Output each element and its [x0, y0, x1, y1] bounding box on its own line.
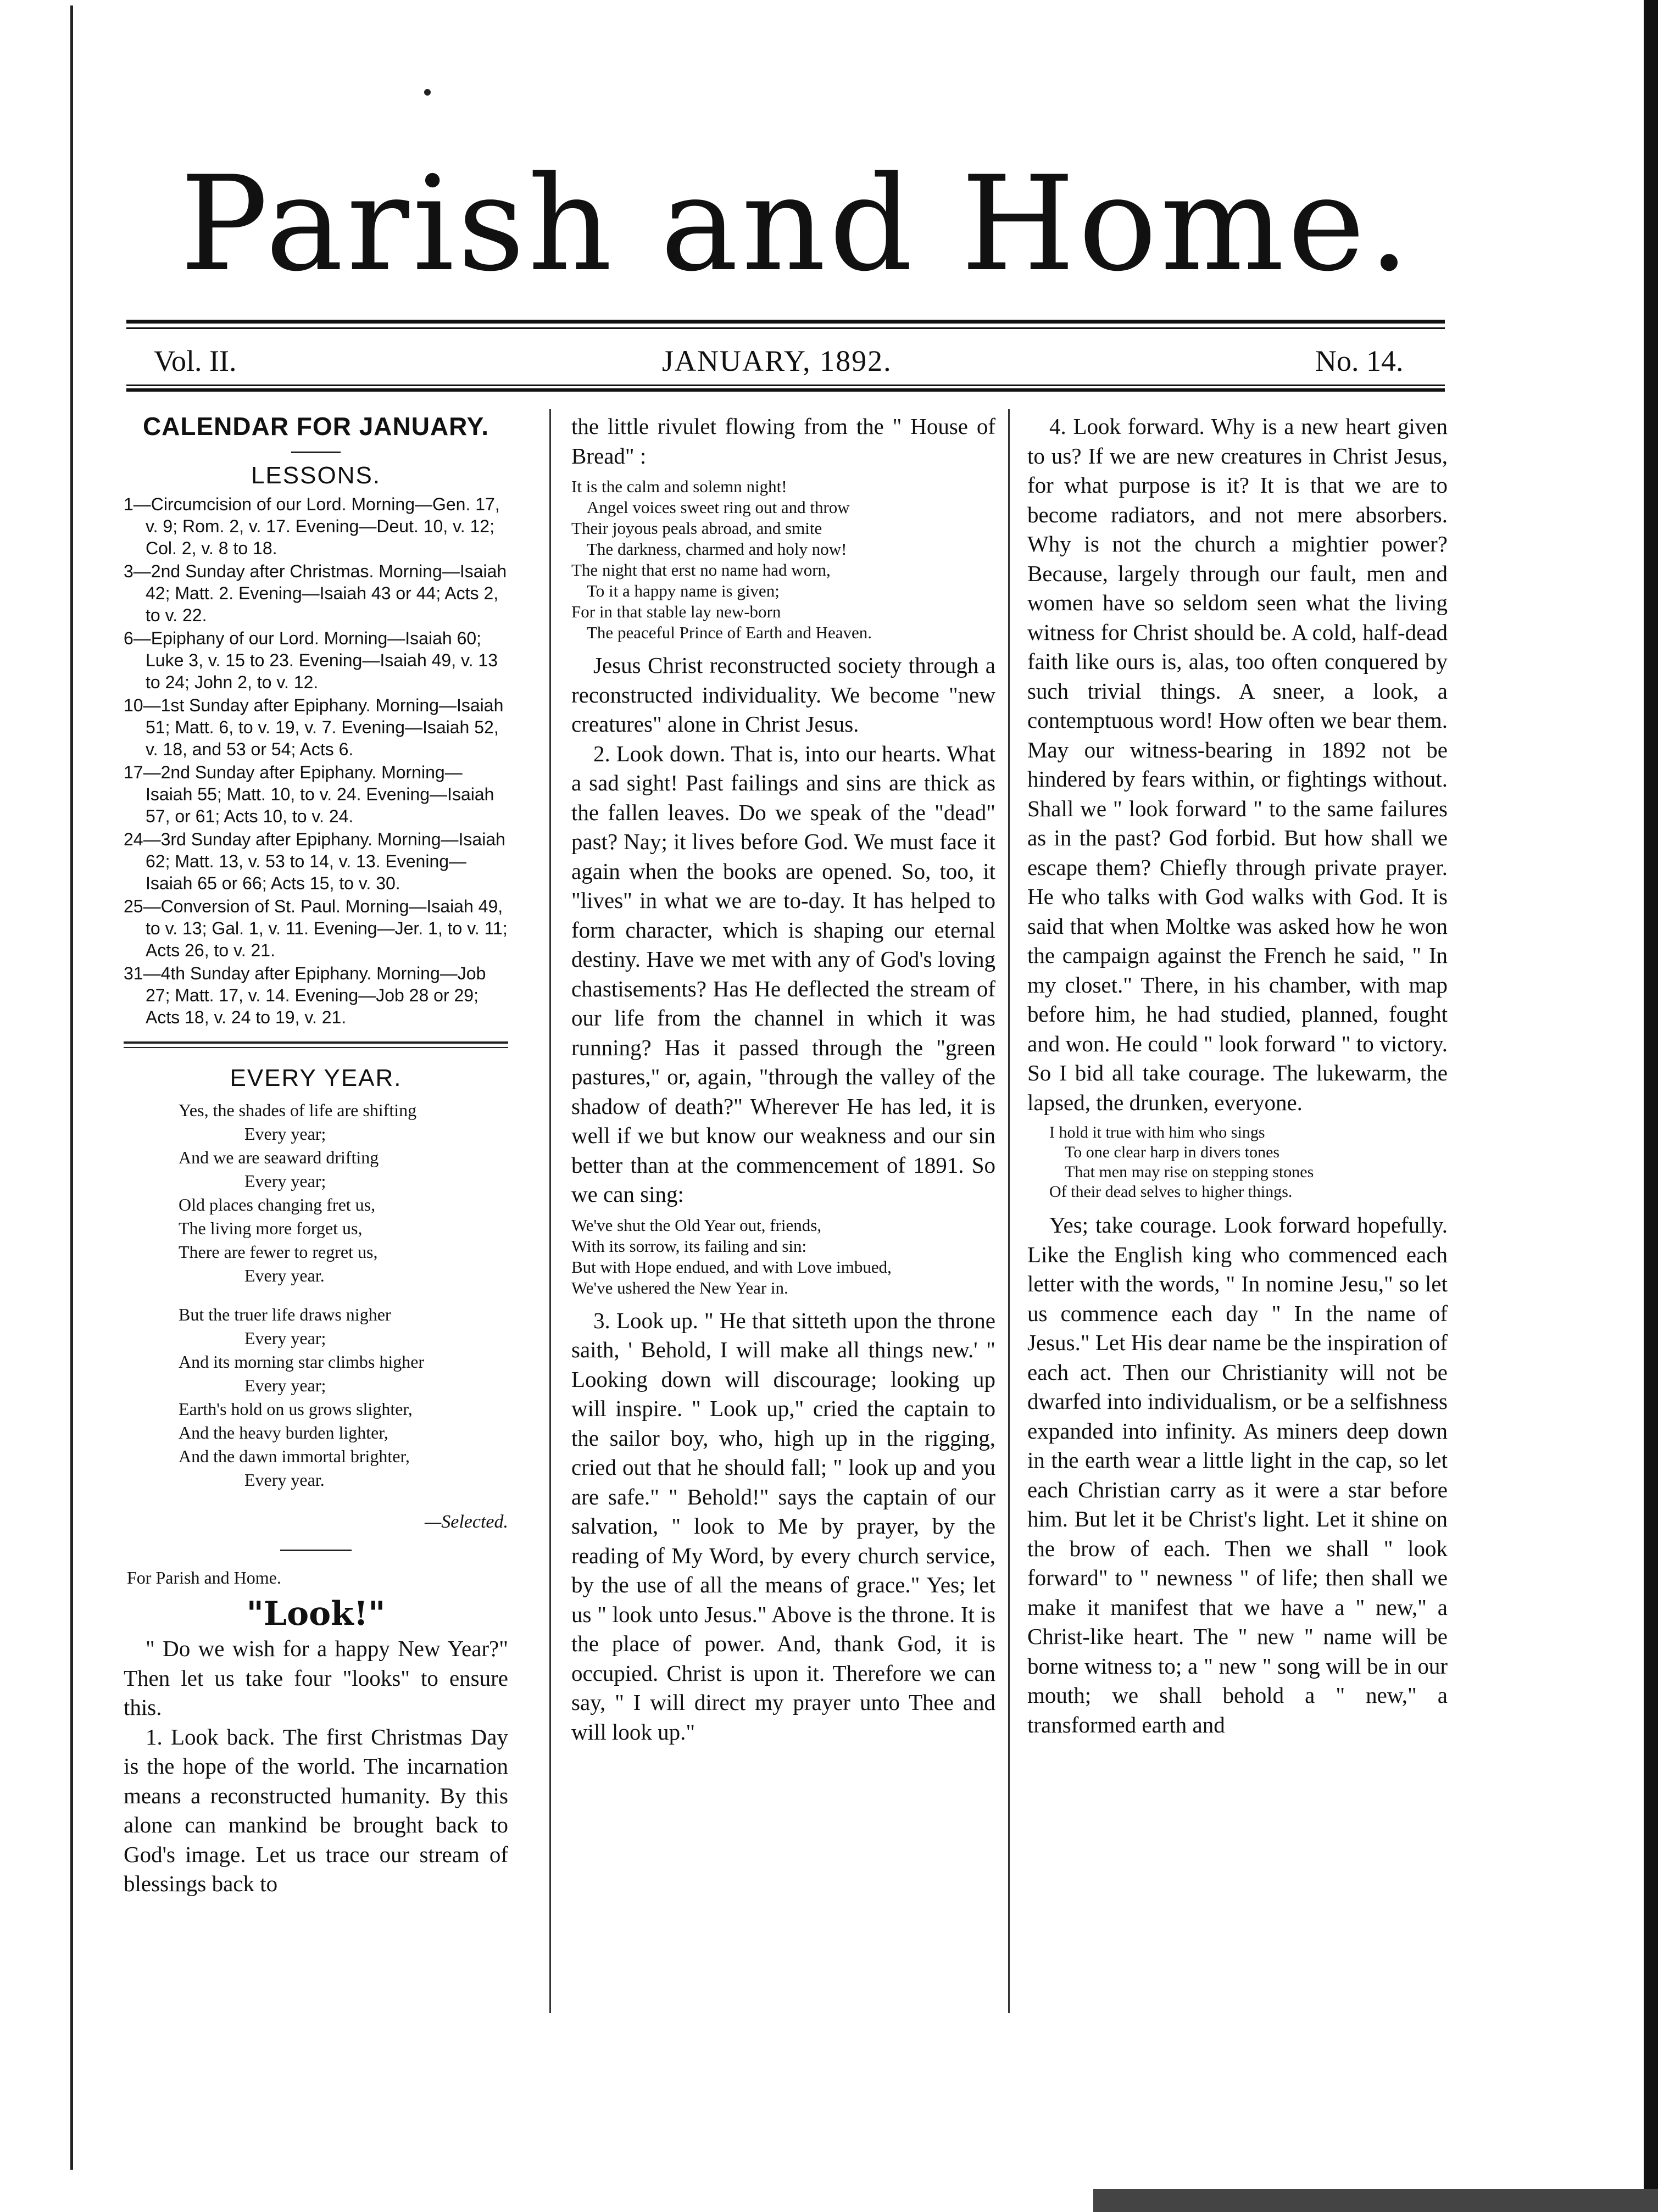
- poem-line: There are fewer to regret us,: [179, 1241, 378, 1262]
- poem-line: The living more forget us,: [179, 1218, 363, 1238]
- masthead-title: Parish and Home.: [180, 148, 1414, 300]
- poem-line: But the truer life draws nigher: [179, 1304, 391, 1324]
- quote-line: The darkness, charmed and holy now!: [587, 539, 847, 559]
- article-rule: [280, 1550, 352, 1551]
- masthead-rule-thin: [126, 327, 1445, 329]
- quote-line: With its sorrow, its failing and sin:: [571, 1236, 807, 1256]
- lesson-entry: 24—3rd Sunday after Epiphany. Morning—Isaiah 62; Matt. 13, v. 53 to 14, v. 13. Evening—Isaiah 65 or 66; Acts 15, to v. 30.: [124, 829, 505, 893]
- quote-line: For in that stable lay new-born: [571, 602, 781, 621]
- lesson-entry: 6—Epiphany of our Lord. Morning—Isaiah 60; Luke 3, v. 15 to 23. Evening—Isaiah 49, v. 13 to 24; John 2, to v. 12.: [124, 628, 498, 692]
- lesson-entry: 1—Circumcision of our Lord. Morning—Gen. 17, v. 9; Rom. 2, v. 17. Evening—Deut. 10, v. 12; Col. 2, v. 8 to 18.: [124, 494, 500, 558]
- hymn-quote: [571, 476, 995, 643]
- quote-line: I hold it true with him who sings: [1049, 1123, 1265, 1141]
- column-2: [571, 412, 995, 1747]
- header-rule-bottom-thick: [126, 388, 1445, 392]
- article-byline: For Parish and Home.: [127, 1568, 281, 1587]
- header-rule-bottom: [126, 385, 1445, 386]
- quote-line: Their joyous peals abroad, and smite: [571, 519, 822, 538]
- column-1: [124, 412, 508, 1899]
- article-paragraph: Jesus Christ reconstructed society through a reconstructed individuality. We become "new creatures" alone in Christ Jesus.: [571, 653, 995, 737]
- scan-right-edge: [1644, 0, 1658, 2212]
- poem-stanza-2: [179, 1303, 508, 1492]
- poem-line: And its morning star climbs higher: [179, 1351, 425, 1372]
- poem-title: EVERY YEAR.: [230, 1065, 402, 1091]
- issue-date: JANUARY, 1892.: [662, 344, 892, 377]
- lessons-heading: LESSONS.: [251, 461, 381, 489]
- quote-line: The peaceful Prince of Earth and Heaven.: [587, 623, 872, 642]
- issue-number: No. 14.: [1315, 344, 1404, 377]
- article-paragraph: 3. Look up. " He that sitteth upon the throne saith, ' Behold, I will make all things new.' " Looking down will discourage; looking up will inspire. " Look up," cried the captain to the sailor boy, who, high up in the rigging, cried out that he should fall; " look up and you are safe." " Behold!" says the captain of our salvation, " look to Me by prayer, by the reading of My Word, by every church service, by the use of all the means of grace." Yes; let us " look unto Jesus." Above is the throne. It is the place of power. And, thank God, it is occupied. Christ is upon it. Therefore we can say, " I will direct my prayer unto Thee and will look up.": [571, 1307, 995, 1745]
- new-year-quote: [571, 1215, 995, 1299]
- quote-line: That men may rise on stepping stones: [1065, 1163, 1314, 1181]
- quote-line: The night that erst no name had worn,: [571, 560, 831, 580]
- poem-line: And we are seaward drifting: [179, 1147, 379, 1167]
- quote-line: Angel voices sweet ring out and throw: [587, 498, 850, 517]
- poem-line: Every year;: [244, 1375, 326, 1395]
- quote-line: To it a happy name is given;: [587, 581, 780, 600]
- poem-stanza-1: [179, 1099, 508, 1288]
- scan-bottom-bar: [1093, 2189, 1658, 2212]
- masthead-rule-top: [126, 320, 1445, 324]
- poem-line: Earth's hold on us grows slighter,: [179, 1398, 413, 1419]
- poem-line: Every year;: [244, 1123, 326, 1144]
- column-3: [1027, 412, 1448, 1740]
- scan-dot: [424, 89, 431, 96]
- column-divider-2: [1008, 409, 1010, 2013]
- calendar-rule: [291, 452, 341, 453]
- poem-line: Yes, the shades of life are shifting: [179, 1100, 417, 1120]
- poem-attribution: —Selected.: [425, 1511, 508, 1532]
- quote-line: It is the calm and solemn night!: [571, 477, 787, 496]
- quote-line: To one clear harp in divers tones: [1065, 1143, 1280, 1161]
- lesson-entry: 3—2nd Sunday after Christmas. Morning—Isaiah 42; Matt. 2. Evening—Isaiah 43 or 44; Acts 2, to v. 22.: [124, 561, 507, 625]
- article-paragraph: 1. Look back. The first Christmas Day is the hope of the world. The incarnation means a reconstructed humanity. By this alone can mankind be brought back to God's image. Let us trace our stream of blessings back to: [124, 1724, 508, 1896]
- scan-gutter-line: [70, 5, 73, 2170]
- poem-line: Every year.: [244, 1265, 325, 1285]
- volume-label: Vol. II.: [154, 344, 237, 377]
- article-paragraph: 2. Look down. That is, into our hearts. What a sad sight! Past failings and sins are thick as the fallen leaves. Do we speak of the "dead" past? Nay; it lives before God. We must face it again when the books are opened. So, too, it "lives" in what we are to-day. It has helped to form character, which is shaping our eternal destiny. Have we met with any of God's loving chastisements? Has He deflected the stream of our life from the channel in which it was running? Has it passed through the "green pastures," or, again, "through the valley of the shadow of death?" Wherever He has led, it is well if we but know our weakness and our sin better than at the commencement of 1891. So we can sing:: [571, 740, 995, 1207]
- lesson-entry: 10—1st Sunday after Epiphany. Morning—Isaiah 51; Matt. 6, to v. 19, v. 7. Evening—Isaiah 52, v. 18, and 53 or 54; Acts 6.: [124, 695, 504, 759]
- calendar-title: CALENDAR FOR JANUARY.: [142, 412, 489, 441]
- column-divider-1: [549, 409, 551, 2013]
- poem-line: Every year;: [244, 1171, 326, 1191]
- poem-line: And the dawn immortal brighter,: [179, 1446, 410, 1466]
- lesson-entry: 25—Conversion of St. Paul. Morning—Isaiah 49, to v. 13; Gal. 1, v. 11. Evening—Jer. 1, to v. 11; Acts 26, to v. 21.: [124, 896, 508, 960]
- poem-line: Every year.: [244, 1469, 325, 1490]
- section-double-rule: [124, 1041, 508, 1048]
- poem-every-year: [179, 1099, 508, 1492]
- poem-line: And the heavy burden lighter,: [179, 1422, 388, 1442]
- article-paragraph: 4. Look forward. Why is a new heart given to us? If we are new creatures in Christ Jesus, for what purpose is it? It is that we are to become radiators, and not mere absorbers. Why is not the church a mightier power? Because, largely through our fault, men and women have so seldom seen what the living witness for Christ should be. A cold, half-dead faith like ours is, alas, too often conquered by such trivial things. A sneer, a look, a contemptuous word! How often we bear them. May our witness-bearing in 1892 not be hindered by fears within, or fightings without. Shall we " look forward " to the same failures as in the past? God forbid. But how shall we escape them? Chiefly through private prayer. He who talks with God walks with God. It is said that when Moltke was asked how he won the campaign against the French he said, " In my closet." There, in his chamber, with map before him, he had studied, planned, fought and won. He could " look forward " to victory. So I bid all take courage. The lukewarm, the lapsed, the drunken, everyone.: [1027, 414, 1448, 1115]
- quote-line: We've ushered the New Year in.: [571, 1278, 788, 1297]
- quote-line: Of their dead selves to higher things.: [1049, 1183, 1293, 1201]
- lesson-entry: 31—4th Sunday after Epiphany. Morning—Job 27; Matt. 17, v. 14. Evening—Job 28 or 29; Acts 18, v. 24 to 19, v. 21.: [124, 963, 486, 1027]
- poem-line: Old places changing fret us,: [179, 1194, 376, 1214]
- poem-line: Every year;: [244, 1328, 326, 1348]
- tennyson-quote: [1049, 1123, 1448, 1202]
- article-title: "Look!": [246, 1594, 386, 1633]
- lesson-entry: 17—2nd Sunday after Epiphany. Morning—Isaiah 55; Matt. 10, to v. 24. Evening—Isaiah 57, or 61; Acts 10, to v. 24.: [124, 762, 494, 826]
- article-paragraph: " Do we wish for a happy New Year?" Then let us take four "looks" to ensure this.: [124, 1636, 508, 1720]
- quote-line: But with Hope endued, and with Love imbued,: [571, 1257, 892, 1277]
- lessons-list: [124, 493, 508, 1028]
- article-paragraph: Yes; take courage. Look forward hopefully. Like the English king who commenced each letter with the words, " In nomine Jesu," so let us commence each day " In the name of Jesus." Let His dear name be the inspiration of each act. Then our Christianity will not be dwarfed into individualism, or be a selfishness expanded into infinity. As miners deep down in the earth wear a little light in the cap, so let each Christian carry as it were a star before him. But let it be Christ's light. Let it shine on the brow of each. Then we shall " look forward" to " newness " of life; then shall we make it manifest that we have a " new," a Christ-like heart. The " new " name will be borne witness to; a " new " song will be in our mouth; we shall behold a " new," a transformed earth and: [1027, 1212, 1448, 1737]
- article-paragraph: the little rivulet flowing from the " House of Bread" :: [571, 414, 995, 469]
- quote-line: We've shut the Old Year out, friends,: [571, 1215, 822, 1235]
